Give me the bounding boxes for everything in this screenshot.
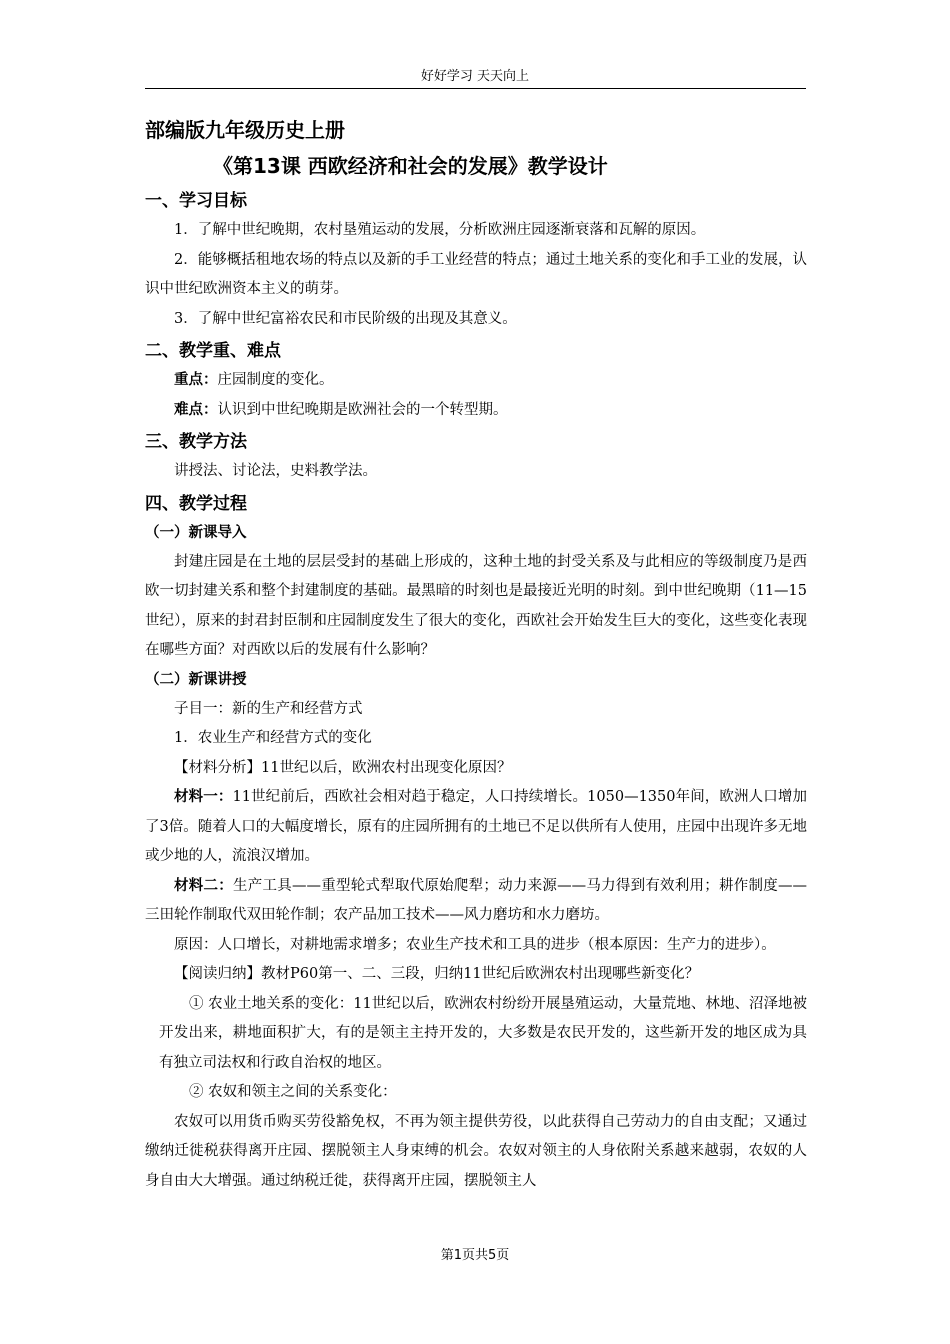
point-title: 1．农业生产和经营方式的变化 [174, 730, 372, 746]
change-item-land: ① 农业土地关系的变化：11世纪以后，欧洲农村纷纷开展垦殖运动，大量荒地、林地、沼泽地被开发出来，耕地面积扩大，有的是领主主持开发的，大多数是农民开发的，这些新开发的地区成为具有独立司法权和行政自治权的地区。 [159, 995, 807, 1071]
material-two [145, 872, 807, 931]
reason-paragraph: 原因：人口增长，对耕地需求增多；农业生产技术和工具的进步（根本原因：生产力的进步）。 [174, 936, 776, 953]
document-body [145, 112, 807, 1196]
section-heading-process: 四、教学过程 [145, 493, 247, 514]
change-item-serfs: ② 农奴和领主之间的关系变化： [189, 1084, 397, 1100]
page-footer: 第1页共5页 [440, 1248, 510, 1263]
material-two-text: 生产工具——重型轮式犁取代原始爬犁；动力来源——马力得到有效利用；耕作制度——三田轮作制取代双田轮作制；农产品加工技术——风力磨坊和水力磨坊。 [145, 877, 808, 923]
key-point-text: 庄园制度的变化。 [217, 372, 334, 388]
material-one-label: 材料一： [174, 789, 233, 805]
objective-item: 3．了解中世纪富裕农民和市民阶级的出现及其意义。 [174, 310, 517, 327]
section-heading-key-points: 二、教学重、难点 [145, 341, 281, 361]
objective-item: 2．能够概括租地农场的特点以及新的手工业经营的特点；通过土地关系的变化和手工业的发展，认识中世纪欧洲资本主义的萌芽。 [145, 251, 807, 297]
key-point-label: 重点： [174, 372, 218, 388]
material-analysis-prompt: 【材料分析】11世纪以后，欧洲农村出现变化原因？ [174, 759, 512, 776]
section-heading-objectives: 一、学习目标 [145, 191, 247, 211]
document-title-line2: 《第13课 西欧经济和社会的发展》教学设计 [213, 154, 608, 178]
header-rule [145, 88, 806, 89]
subheading-introduction: （一）新课导入 [145, 524, 247, 541]
material-two-label: 材料二： [174, 877, 233, 894]
document-title-line1: 部编版九年级历史上册 [145, 118, 345, 142]
objective-item: 1．了解中世纪晚期，农村垦殖运动的发展，分析欧洲庄园逐渐衰落和瓦解的原因。 [174, 222, 706, 238]
material-one [145, 783, 807, 872]
page-header: 好好学习 天天向上 [420, 69, 530, 84]
reading-prompt: 【阅读归纳】教材P60第一、二、三段，归纳11世纪后欧洲农村出现哪些新变化？ [174, 966, 700, 982]
section-heading-methods: 三、教学方法 [145, 432, 247, 452]
serf-paragraph: 农奴可以用货币购买劳役豁免权，不再为领主提供劳役，以此获得自己劳动力的自由支配；又通过缴纳迁徙税获得离开庄园、摆脱领主人身束缚的机会。农奴对领主的人身依附关系越来越弱，农奴的人身自由大大增强。通过纳税迁徙，获得离开庄园，摆脱领主人 [145, 1113, 807, 1189]
subtopic-title: 子目一：新的生产和经营方式 [174, 700, 363, 717]
difficult-point-text: 认识到中世纪晚期是欧洲社会的一个转型期。 [217, 401, 508, 418]
subheading-new-lesson: （二）新课讲授 [145, 671, 247, 688]
difficult-point-label: 难点： [174, 401, 218, 418]
key-point [145, 366, 807, 396]
difficult-point [145, 396, 807, 426]
material-one-text: 11世纪前后，西欧社会相对趋于稳定，人口持续增长。1050—1350年间，欧洲人口增加了3倍。随着人口的大幅度增长，原有的庄园所拥有的土地已不足以供所有人使用，庄园中出现许多无地或少地的人，流浪汉增加。 [145, 789, 807, 864]
methods-text: 讲授法、讨论法，史料教学法。 [174, 463, 377, 479]
introduction-paragraph: 封建庄园是在土地的层层受封的基础上形成的，这种土地的封受关系及与此相应的等级制度乃是西欧一切封建关系和整个封建制度的基础。最黑暗的时刻也是最接近光明的时刻。到中世纪晚期（11—15世纪），原来的封君封臣制和庄园制度发生了很大的变化，西欧社会开始发生巨大的变化，这些变化表现在哪些方面？对西欧以后的发展有什么影响？ [145, 553, 807, 658]
